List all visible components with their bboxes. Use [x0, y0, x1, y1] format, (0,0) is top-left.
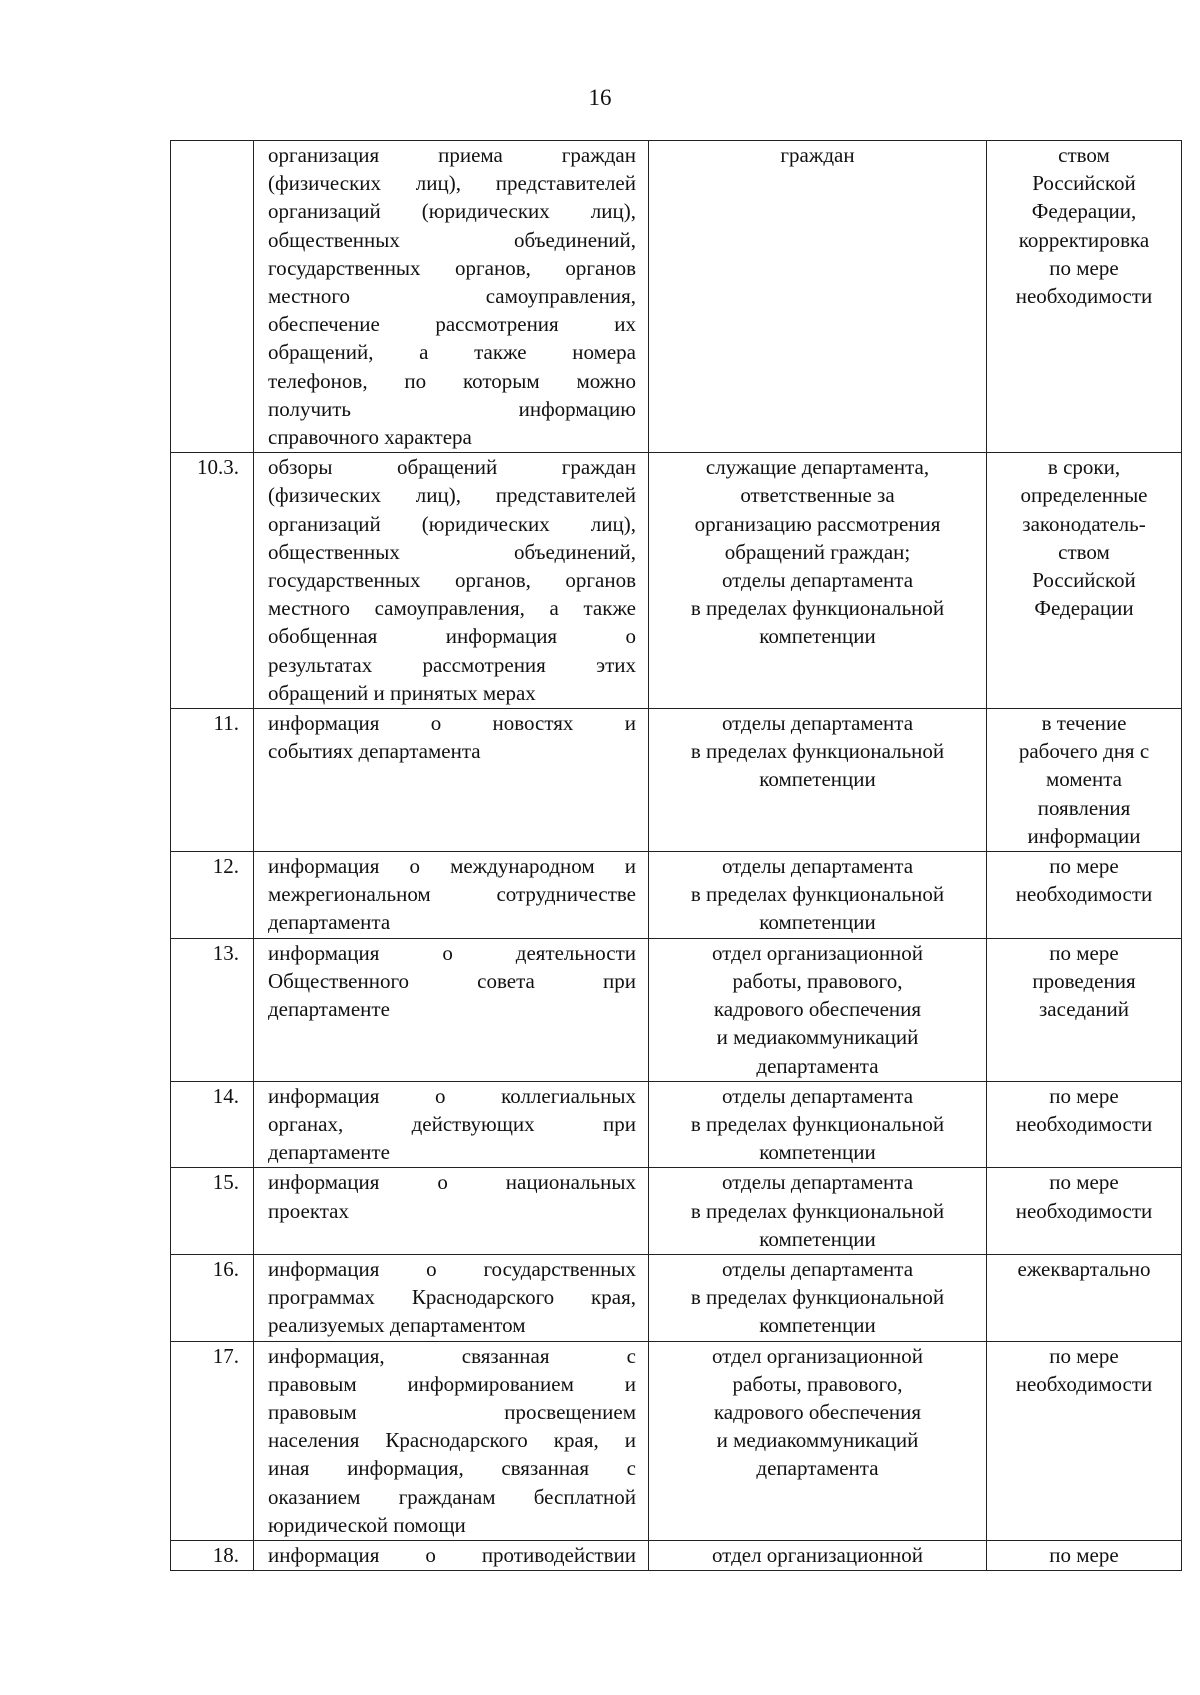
description-cell: [254, 1168, 649, 1255]
description-line: (физических лиц), представителей: [268, 483, 636, 508]
table-row: [171, 709, 1182, 852]
responsible-cell: [649, 1081, 987, 1168]
responsible-line: в пределах функциональной: [690, 1111, 945, 1136]
row-number: 11.: [213, 711, 239, 736]
responsible-line: служащие департамента,: [705, 455, 930, 480]
responsible-line: и медиакоммуникаций: [716, 1428, 919, 1453]
description-cell: [254, 453, 649, 709]
term-line: корректировка: [1018, 227, 1150, 252]
term-cell: [987, 141, 1182, 453]
responsible-line: компетенции: [759, 1313, 876, 1338]
term-line: Федерации: [1034, 596, 1134, 621]
table-row: [171, 852, 1182, 939]
table-row: [171, 1540, 1182, 1570]
responsible-cell: [649, 1168, 987, 1255]
row-number-cell: [171, 938, 254, 1081]
description-line: обращений, а также номера: [268, 340, 636, 365]
term-line: необходимости: [1015, 1198, 1153, 1223]
responsible-line: компетенции: [759, 767, 876, 792]
row-number: 18.: [212, 1542, 239, 1567]
responsible-cell: [649, 938, 987, 1081]
description-cell: [254, 1254, 649, 1341]
table-row: [171, 1341, 1182, 1540]
description-line: информация о государственных: [268, 1256, 636, 1281]
responsible-line: в пределах функциональной: [690, 739, 945, 764]
row-number-cell: [171, 141, 254, 453]
description-line: информация о новостях и: [268, 711, 636, 736]
responsible-cell: [649, 1341, 987, 1540]
responsible-line: отдел организационной: [711, 940, 924, 965]
term-line: необходимости: [1015, 1371, 1153, 1396]
table-row: [171, 938, 1182, 1081]
term-line: момента: [1046, 767, 1122, 792]
row-number: 15.: [212, 1170, 239, 1195]
term-cell: [987, 938, 1182, 1081]
row-number-cell: [171, 1254, 254, 1341]
responsible-line: кадрового обеспечения: [713, 997, 922, 1022]
responsible-line: департамента: [756, 1456, 879, 1481]
description-line: результатах рассмотрения этих: [268, 652, 636, 677]
description-line: организаций (юридических лиц),: [268, 511, 636, 536]
table-body: [171, 141, 1182, 1571]
row-number-cell: [171, 453, 254, 709]
term-line: необходимости: [1015, 882, 1153, 907]
responsible-line: в пределах функциональной: [690, 1198, 945, 1223]
row-number-cell: [171, 1081, 254, 1168]
term-line: информации: [1027, 823, 1141, 848]
description-cell: [254, 938, 649, 1081]
row-number: 14.: [212, 1083, 239, 1108]
description-line: событиях департамента: [268, 739, 481, 764]
term-line: по мере: [1049, 1343, 1119, 1368]
term-cell: [987, 1254, 1182, 1341]
description-line: информация о коллегиальных: [268, 1083, 636, 1108]
term-line: по мере: [1049, 1542, 1119, 1567]
description-line: обращений и принятых мерах: [268, 680, 536, 705]
responsible-line: компетенции: [759, 1140, 876, 1165]
term-line: по мере: [1049, 1170, 1119, 1195]
term-cell: [987, 852, 1182, 939]
responsible-cell: [649, 453, 987, 709]
row-number: 10.3.: [197, 455, 239, 480]
responsible-line: отделы департамента: [721, 1170, 914, 1195]
term-cell: [987, 1168, 1182, 1255]
term-line: Федерации,: [1031, 199, 1137, 224]
table-row: [171, 1254, 1182, 1341]
description-line: информация о противодействии: [268, 1542, 636, 1567]
term-cell: [987, 1540, 1182, 1570]
page-number: 16: [588, 85, 612, 110]
responsible-line: отделы департамента: [721, 1083, 914, 1108]
row-number: 13.: [212, 940, 239, 965]
term-line: по мере: [1049, 940, 1119, 965]
description-line: информация о международном и: [268, 854, 636, 879]
description-line: правовым просвещением: [268, 1399, 636, 1424]
row-number: 16.: [212, 1256, 239, 1281]
description-line: департамента: [268, 910, 391, 935]
responsible-cell: [649, 1254, 987, 1341]
responsible-line: отделы департамента: [721, 1256, 914, 1281]
term-line: Российской: [1032, 568, 1136, 593]
responsible-line: департамента: [756, 1053, 879, 1078]
table-row: [171, 141, 1182, 453]
term-line: в сроки,: [1047, 455, 1121, 480]
term-line: ством: [1058, 539, 1110, 564]
responsible-line: отделы департамента: [721, 711, 914, 736]
term-line: необходимости: [1015, 284, 1153, 309]
description-line: телефонов, по которым можно: [268, 368, 636, 393]
responsible-line: и медиакоммуникаций: [716, 1025, 919, 1050]
term-line: по мере: [1049, 1083, 1119, 1108]
description-cell: [254, 1341, 649, 1540]
responsible-cell: [649, 709, 987, 852]
responsible-line: отделы департамента: [721, 568, 914, 593]
description-cell: [254, 709, 649, 852]
description-line: обобщенная информация о: [268, 624, 636, 649]
term-line: в течение: [1041, 711, 1127, 736]
responsible-line: компетенции: [759, 1226, 876, 1251]
responsible-line: отделы департамента: [721, 854, 914, 879]
description-line: государственных органов, органов: [268, 255, 636, 280]
description-line: населения Краснодарского края, и: [268, 1428, 636, 1453]
term-cell: [987, 1341, 1182, 1540]
description-line: оказанием гражданам бесплатной: [268, 1484, 636, 1509]
description-line: государственных органов, органов: [268, 568, 636, 593]
description-line: правовым информированием и: [268, 1371, 636, 1396]
description-line: программах Краснодарского края,: [268, 1285, 636, 1310]
row-number-cell: [171, 1341, 254, 1540]
term-line: Российской: [1032, 171, 1136, 196]
description-line: Общественного совета при: [268, 968, 636, 993]
responsible-line: работы, правового,: [732, 968, 903, 993]
description-line: общественных объединений,: [268, 227, 636, 252]
description-line: получить информацию: [268, 396, 636, 421]
responsible-line: в пределах функциональной: [690, 1285, 945, 1310]
description-cell: [254, 852, 649, 939]
description-line: организаций (юридических лиц),: [268, 199, 636, 224]
term-cell: [987, 1081, 1182, 1168]
responsible-cell: [649, 852, 987, 939]
responsible-line: в пределах функциональной: [690, 882, 945, 907]
description-line: межрегиональном сотрудничестве: [268, 882, 636, 907]
term-line: ежеквартально: [1017, 1256, 1151, 1281]
term-line: появления: [1037, 795, 1131, 820]
responsible-line: работы, правового,: [732, 1371, 903, 1396]
term-line: по мере: [1049, 255, 1119, 280]
term-cell: [987, 709, 1182, 852]
description-cell: [254, 141, 649, 453]
document-table: [170, 140, 1182, 1571]
row-number: 17.: [212, 1343, 239, 1368]
table-row: [171, 1081, 1182, 1168]
row-number-cell: [171, 1540, 254, 1570]
description-line: организация приема граждан: [268, 143, 636, 167]
responsible-line: отдел организационной: [711, 1343, 924, 1368]
description-line: информация о деятельности: [268, 940, 636, 965]
term-line: определенные: [1020, 483, 1148, 508]
description-line: обеспечение рассмотрения их: [268, 312, 636, 337]
responsible-cell: [649, 1540, 987, 1570]
table-row: [171, 1168, 1182, 1255]
description-cell: [254, 1081, 649, 1168]
description-line: юридической помощи: [268, 1512, 466, 1537]
description-line: реализуемых департаментом: [268, 1313, 526, 1338]
description-cell: [254, 1540, 649, 1570]
description-line: общественных объединений,: [268, 539, 636, 564]
term-line: заседаний: [1039, 997, 1129, 1022]
row-number-cell: [171, 709, 254, 852]
description-line: местного самоуправления, а также: [268, 596, 636, 621]
description-line: департаменте: [268, 997, 390, 1022]
description-line: обзоры обращений граждан: [268, 455, 636, 480]
responsible-line: обращений граждан;: [724, 539, 911, 564]
description-line: проектах: [268, 1198, 349, 1223]
term-line: ством: [1058, 143, 1110, 167]
row-number-cell: [171, 1168, 254, 1255]
term-line: рабочего дня с: [1018, 739, 1150, 764]
description-line: (физических лиц), представителей: [268, 171, 636, 196]
description-line: местного самоуправления,: [268, 284, 636, 309]
term-line: необходимости: [1015, 1111, 1153, 1136]
description-line: департаменте: [268, 1140, 390, 1165]
responsible-line: ответственные за: [740, 483, 895, 508]
table-row: [171, 453, 1182, 709]
responsible-line: отдел организационной: [711, 1542, 924, 1567]
term-line: законодатель-: [1022, 511, 1146, 536]
responsible-line: компетенции: [759, 910, 876, 935]
responsible-line: кадрового обеспечения: [713, 1399, 922, 1424]
term-cell: [987, 453, 1182, 709]
row-number-cell: [171, 852, 254, 939]
responsible-cell: [649, 141, 987, 453]
term-line: по мере: [1049, 854, 1119, 879]
responsible-line: компетенции: [759, 624, 876, 649]
term-line: проведения: [1032, 968, 1136, 993]
row-number: 12.: [212, 854, 239, 879]
responsible-line: в пределах функциональной: [690, 596, 945, 621]
description-line: информация о национальных: [268, 1170, 636, 1195]
responsible-line: организацию рассмотрения: [694, 511, 941, 536]
description-line: органах, действующих при: [268, 1111, 636, 1136]
responsible-line: граждан: [780, 143, 855, 167]
description-line: иная информация, связанная с: [268, 1456, 636, 1481]
description-line: справочного характера: [268, 425, 472, 450]
description-line: информация, связанная с: [268, 1343, 636, 1368]
